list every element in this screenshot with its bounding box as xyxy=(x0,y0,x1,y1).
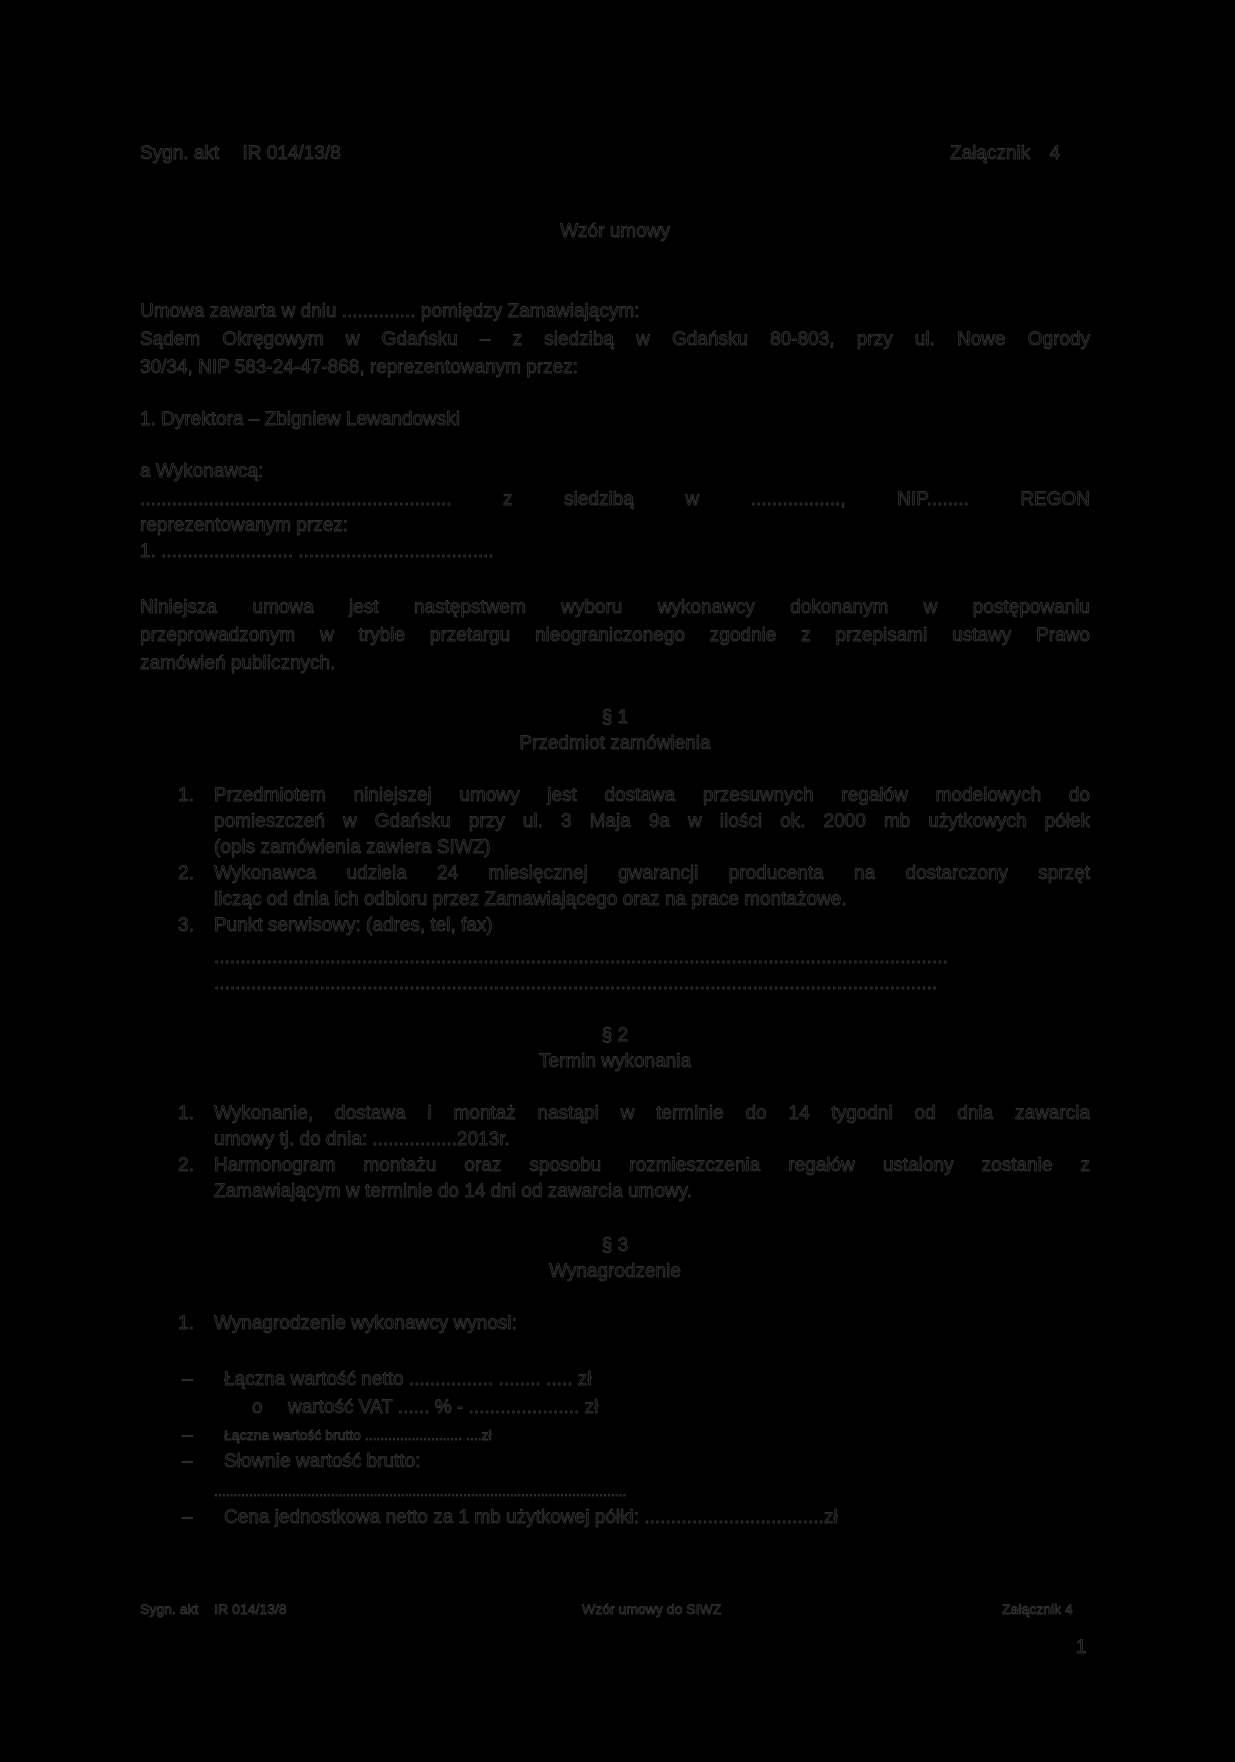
list-item-line: umowy tj. do dnia: ................2013r. xyxy=(214,1129,510,1150)
document-title: Wzór umowy xyxy=(560,221,670,242)
total-brutto: Łączna wartość brutto ......................... ....zł xyxy=(224,1427,492,1443)
bullet-o: o xyxy=(252,1397,263,1418)
list-item-line: Przedmiotem niniejszej umowy jest dostawa przesuwnych regałów modelowych do xyxy=(214,785,1090,806)
represented-by: reprezentowanym przez: xyxy=(140,515,349,536)
list-item-line: Wykonawca udziela 24 miesięcznej gwarancji producenta na dostarczony sprzęt xyxy=(214,863,1090,884)
representative: 1. Dyrektora – Zbigniew Lewandowski xyxy=(140,409,460,430)
list-item-line: (opis zamówienia zawiera SIWZ) xyxy=(214,837,491,858)
attachment-number: 4 xyxy=(1049,143,1061,164)
preamble-line-3: zamówień publicznych. xyxy=(140,653,336,674)
footer-sygn: Sygn. akt xyxy=(140,1601,199,1617)
footer-case xyxy=(140,1596,287,1623)
contractor-line: ........................................................... z siedzibą w ................., NIP........ REGON xyxy=(140,489,1090,510)
total-netto: Łączna wartość netto ................ ........ ..... zł xyxy=(224,1369,592,1390)
representative-line: 1. ......................... ..................................... xyxy=(140,541,494,562)
header-sygn xyxy=(140,140,341,167)
dotted-line: ......................................................................................................................................... xyxy=(214,973,938,994)
section-2-title: Termin wykonania xyxy=(538,1051,692,1072)
list-number: 3. xyxy=(178,915,194,936)
list-item-line: Zamawiającym w terminie do 14 dni od zawarcia umowy. xyxy=(214,1181,692,1202)
section-1-title: Przedmiot zamówienia xyxy=(519,733,711,754)
footer-case-number: IR 014/13/8 xyxy=(214,1601,287,1617)
preamble-line-2: przeprowadzonym w trybie przetargu nieograniczonego zgodnie z przepisami ustawy Prawo xyxy=(140,625,1090,646)
intro-line-1: Umowa zawarta w dniu .............. pomiędzy Zamawiającym: xyxy=(140,301,640,322)
dash-bullet: – xyxy=(182,1451,193,1472)
list-number: 1. xyxy=(178,1103,194,1124)
list-number: 2. xyxy=(178,863,194,884)
list-item-line: Wykonanie, dostawa i montaż nastąpi w terminie do 14 tygodni od dnia zawarcia xyxy=(214,1103,1090,1124)
list-number: 1. xyxy=(178,785,194,806)
section-3-title: Wynagrodzenie xyxy=(549,1261,681,1282)
dash-bullet: – xyxy=(182,1369,193,1390)
list-item-line: Harmonogram montażu oraz sposobu rozmieszczenia regałów ustalony zostanie z xyxy=(214,1155,1090,1176)
sygn-label: Sygn. akt xyxy=(140,143,220,164)
dash-bullet: – xyxy=(182,1425,193,1446)
list-number: 1. xyxy=(178,1313,194,1334)
list-item-line: licząc od dnia ich odbioru przez Zamawiającego oraz na prace montażowe. xyxy=(214,889,847,910)
brutto-in-words: Słownie wartość brutto: xyxy=(224,1451,421,1472)
intro-line-3: 30/34, NIP 583-24-47-868, reprezentowanym przez: xyxy=(140,357,578,378)
unit-price: Cena jednostkowa netto za 1 mb użytkowej półki: ..................................zł xyxy=(224,1507,838,1528)
dotted-line: ........................................................................................................................................... xyxy=(214,947,948,968)
section-2-para: § 2 xyxy=(601,1025,629,1046)
attachment-label: Załącznik xyxy=(950,143,1031,164)
footer-attachment: Załącznik 4 xyxy=(1002,1601,1073,1617)
list-item-line: pomieszczeń w Gdańsku przy ul. 3 Maja 9a w ilości ok. 2000 mb użytkowych półek xyxy=(214,811,1090,832)
case-number: IR 014/13/8 xyxy=(242,143,341,164)
list-number: 2. xyxy=(178,1155,194,1176)
words-dotted-line: .......................................................................................................... xyxy=(214,1483,627,1499)
list-item-line: Wynagrodzenie wykonawcy wynosi: xyxy=(214,1313,517,1334)
vat-value: wartość VAT ...... % - ..................... zł xyxy=(288,1397,599,1418)
page-number: 1 xyxy=(1076,1637,1087,1658)
dash-bullet: – xyxy=(182,1507,193,1528)
preamble-line-1: Niniejsza umowa jest następstwem wyboru wykonawcy dokonanym w postępowaniu xyxy=(140,597,1090,618)
list-item-line: Punkt serwisowy: (adres, tel, fax) xyxy=(214,915,493,936)
section-1-para: § 1 xyxy=(601,707,629,728)
footer-doc: Wzór umowy do SIWZ xyxy=(582,1601,722,1617)
section-3-para: § 3 xyxy=(601,1235,629,1256)
header-attachment xyxy=(950,140,1060,167)
contractor-label: a Wykonawcą: xyxy=(140,461,264,482)
intro-line-2: Sądem Okręgowym w Gdańsku – z siedzibą w Gdańsku 80-803, przy ul. Nowe Ogrody xyxy=(140,329,1090,350)
